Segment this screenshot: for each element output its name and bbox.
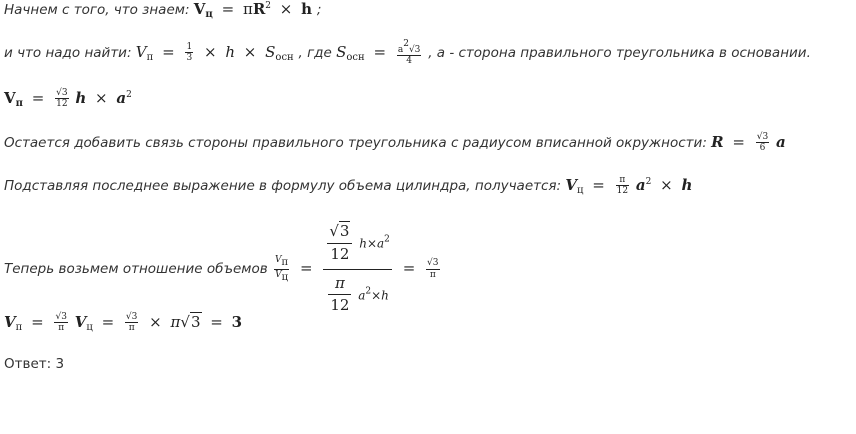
fraction-sqrt3-over-12: $\frac{√3}{12}$ bbox=[56, 88, 68, 110]
line-prism-volume-result bbox=[4, 88, 132, 110]
fraction-sqrt3-over-6: $\frac{√3}{6}$ bbox=[756, 132, 769, 154]
line-substitution-text: Подставляя последнее выражение в формулу объема цилиндра, получается: bbox=[4, 177, 566, 194]
fraction-pi-over-12: $\frac{\pi}{12}$ bbox=[616, 175, 629, 197]
formula-radius: R = $\frac{√3}{6}$ a bbox=[711, 132, 786, 154]
line-radius-relation bbox=[4, 132, 786, 154]
line-final-formula bbox=[4, 312, 242, 334]
formula-prism-volume-a: $V_п$ = $\frac{√3}{12}$ $h \times a^2$ bbox=[4, 88, 132, 110]
fraction-inner-pi-over-12: $\frac{\pi}{12}$ bbox=[330, 273, 350, 315]
line-ratio-text: Теперь возьмем отношение объемов bbox=[4, 261, 273, 277]
formula-final: $V_п$ = $\frac{√3}{\pi}$ $V_ц$ = $\frac{√3}{\pi}$ × π√3 = 3 bbox=[4, 312, 243, 334]
formula-base-area: $S_{осн}$ = $\frac{a2√3}{4}$ bbox=[336, 39, 421, 67]
line-radius-relation-text: Остается добавить связь стороны правильного треугольника с радиусом вписанной окружности: bbox=[4, 134, 712, 151]
answer bbox=[4, 356, 64, 372]
fraction-vp-over-vc: $\frac{Vп}{Vц}$ bbox=[275, 255, 289, 283]
line-to-find: и что надо найти: $V_п$ = $\frac{1}{3}$ × $h \times S_{осн}$ , где $S_{осн}$ = $\frac{a2√3}{4}$ , a - сторона правильного треугольника в основании. bbox=[4, 39, 811, 67]
fraction-inner-sqrt3-over-12: $\frac{√3}{12}$ bbox=[327, 221, 352, 266]
fraction-sqrt3-over-pi: $\frac{√3}{\pi}$ bbox=[427, 258, 439, 280]
fraction-sqrt3-over-pi-b: $\frac{√3}{\pi}$ bbox=[125, 312, 138, 334]
formula-prism-volume: $V_п$ = $\frac{1}{3}$ × $h \times S_{осн}$ bbox=[135, 42, 294, 64]
answer-text: Ответ: 3 bbox=[4, 356, 65, 372]
fraction-one-third: $\frac{1}{3}$ bbox=[186, 42, 193, 64]
line-substitution bbox=[4, 175, 692, 197]
formula-cylinder-volume-a: $V_ц$ = $\frac{\pi}{12}$ $a^2 \times h$ bbox=[565, 175, 693, 197]
formula-ratio: $\frac{Vп}{Vц}$ = $\frac{√3}{12}$ $h\times a^2$ $\frac{\pi}{12}$ $a^2\times h$ = $\frac{√3}{\pi}$ bbox=[272, 218, 442, 320]
fraction-compound-ratio: $\frac{√3}{12}$ $h\times a^2$ $\frac{\pi}{12}$ $a^2\times h$ bbox=[323, 218, 392, 320]
line-known-text: Начнем с того, что знаем: bbox=[4, 2, 194, 18]
line-to-find-text: и что надо найти: bbox=[4, 44, 136, 61]
formula-cylinder-volume: $V_ц = \pi R^2 \times h$ bbox=[193, 0, 313, 20]
line-known: Начнем с того, что знаем: $V_ц = \pi R^2 \times h$ ; bbox=[4, 0, 322, 20]
fraction-sqrt3-over-pi-a: $\frac{√3}{\pi}$ bbox=[55, 312, 67, 334]
line-ratio bbox=[4, 218, 442, 320]
fraction-a2-sqrt3-over-4: $\frac{a2√3}{4}$ bbox=[397, 39, 421, 67]
